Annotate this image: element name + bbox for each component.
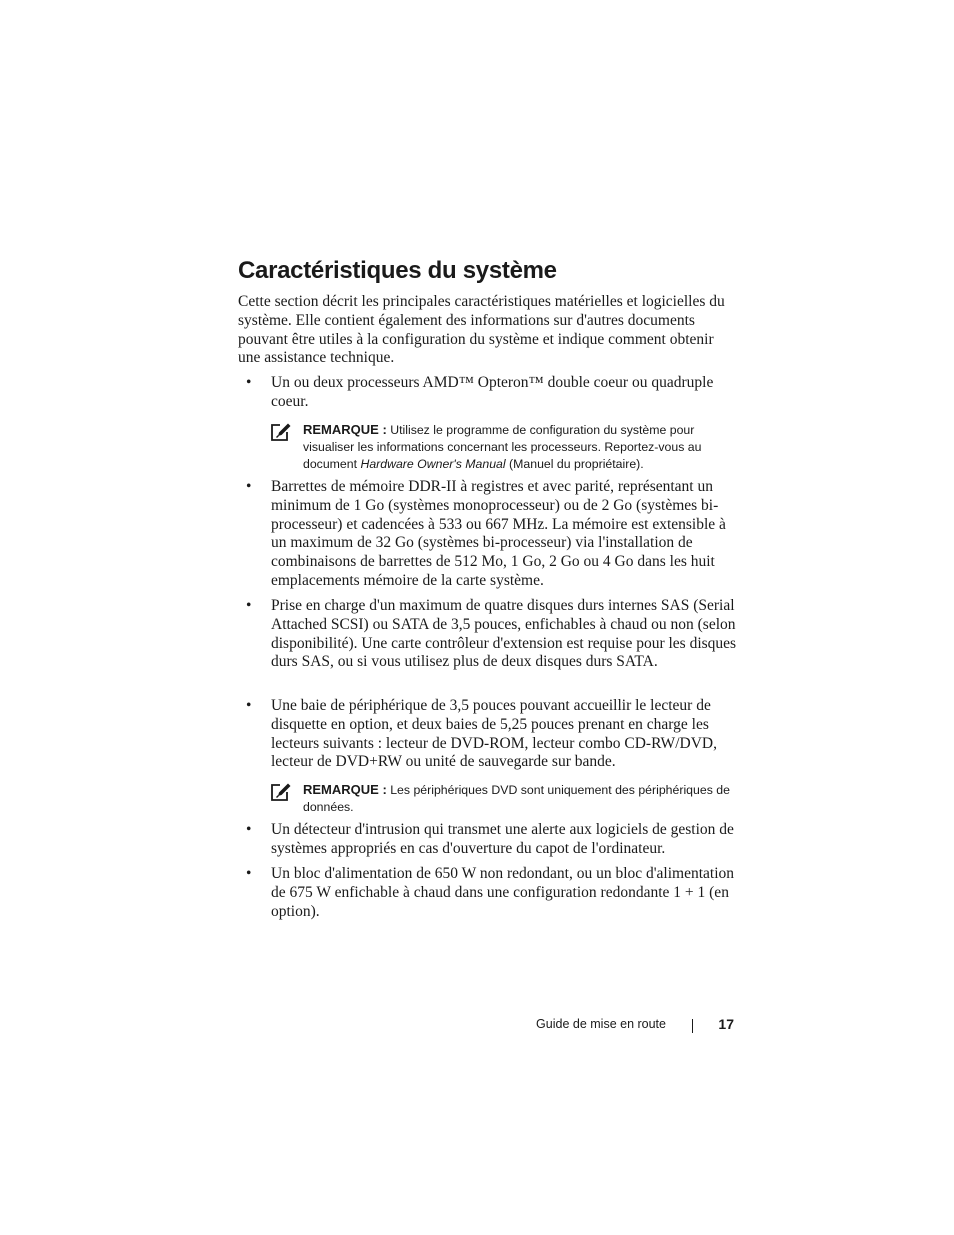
list-item	[238, 697, 738, 772]
page-footer	[0, 1014, 954, 1036]
note-text: Les périphériques DVD sont uniquement des périphériques de données.	[303, 783, 730, 814]
page-title: Caractéristiques du système	[238, 257, 557, 284]
note-dvd	[270, 781, 740, 816]
bullet: •	[246, 478, 252, 495]
list-item-text: Un ou deux processeurs AMD™ Opteron™ double coeur ou quadruple coeur.	[271, 374, 714, 410]
list-item-text: Un détecteur d'intrusion qui transmet une alerte aux logiciels de gestion de systèmes appropriés en cas d'ouverture du capot de l'ordinateur.	[271, 821, 734, 857]
note-processor	[270, 421, 740, 473]
page-number: 17	[718, 1016, 734, 1032]
note-document-title: Hardware Owner's Manual	[360, 457, 506, 471]
note-body	[303, 781, 740, 816]
list-item	[238, 597, 738, 672]
intro-paragraph: Cette section décrit les principales caractéristiques matérielles et logicielles du système. Elle contient également des informations sur d'autres documents pouvant être utiles à la configuration du système et indique comment obtenir une assistance technique.	[238, 293, 725, 367]
list-item-text: Prise en charge d'un maximum de quatre disques durs internes SAS (Serial Attached SCSI) ou SATA de 3,5 pouces, enfichables à chaud ou non (selon disponibilité). Une carte contrôleur d'extension est requise pour les disques durs SAS, ou si vous utilisez plus de deux disques durs SATA.	[271, 597, 737, 671]
list-item	[238, 821, 738, 859]
list-item-text: Barrettes de mémoire DDR-II à registres et avec parité, représentant un minimum de 1 Go (systèmes monoprocesseur) ou de 2 Go (systèmes bi-processeur) et cadencées à 533 ou 667 MHz. La mémoire est extensible à un maximum de 32 Go (systèmes bi-processeur) via l'installation de combinaisons de barrettes de 512 Mo, 1 Go, 2 Go ou 4 Go dans les huit emplacements mémoire de la carte système.	[271, 478, 726, 589]
note-label: REMARQUE :	[303, 422, 387, 437]
bullet: •	[246, 697, 252, 714]
pencil-note-icon	[270, 782, 292, 802]
bullet: •	[246, 821, 252, 838]
footer-title: Guide de mise en route	[536, 1017, 666, 1031]
list-item-text: Un bloc d'alimentation de 650 W non redondant, ou un bloc d'alimentation de 675 W enfichable à chaud dans une configuration redondante 1 + 1 (en option).	[271, 865, 735, 920]
list-item	[238, 374, 738, 412]
pencil-note-icon	[270, 422, 292, 442]
bullet: •	[246, 374, 252, 391]
list-item	[238, 478, 738, 591]
note-text-after: (Manuel du propriétaire).	[509, 457, 644, 471]
bullet: •	[246, 865, 252, 882]
list-item-text: Une baie de périphérique de 3,5 pouces pouvant accueillir le lecteur de disquette en option, et deux baies de 5,25 pouces prenant en charge les lecteurs suivants : lecteur de DVD-ROM, lecteur combo CD-RW/DVD, lecteur de DVD+RW ou unité de sauvegarde sur bande.	[271, 697, 717, 771]
list-item	[238, 865, 738, 921]
footer-separator	[692, 1019, 693, 1033]
note-body	[303, 421, 740, 473]
bullet: •	[246, 597, 252, 614]
note-label: REMARQUE :	[303, 782, 387, 797]
note-text: Utilisez le programme de configuration du système pour visualiser les informations concernant les processeurs. Reportez-vous au document	[303, 423, 702, 471]
